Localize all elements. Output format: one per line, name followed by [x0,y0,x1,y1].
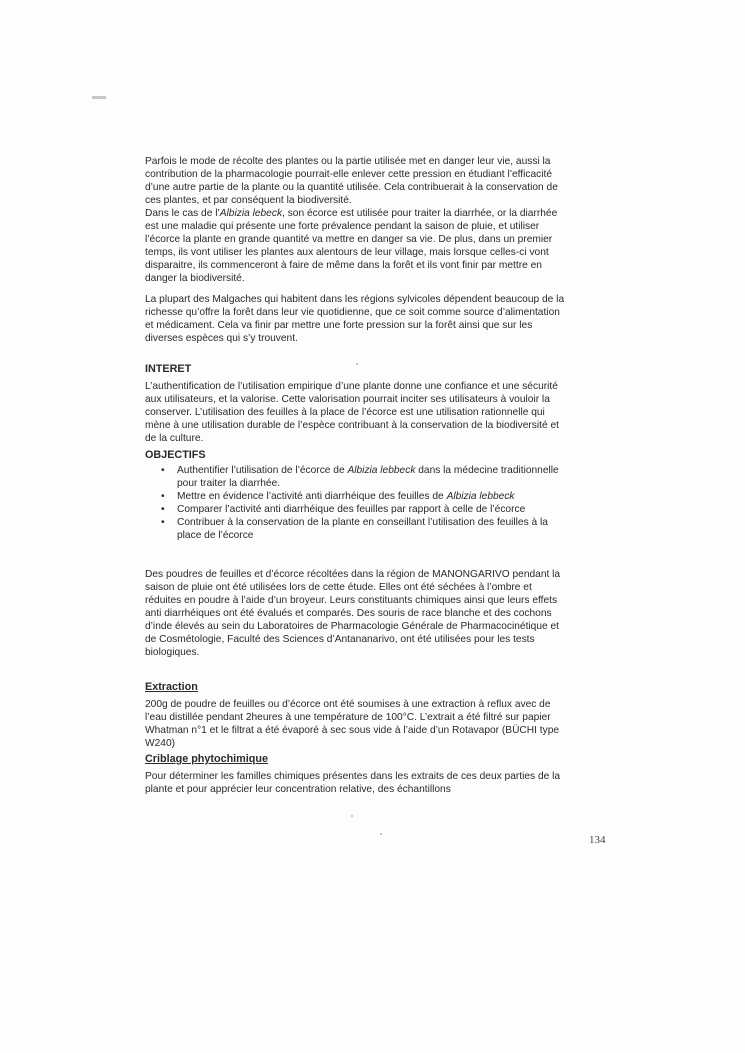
page-number: 134 [589,834,606,846]
methods-paragraph: Des poudres de feuilles et d’écorce récoltées dans la région de MANONGARIVO pendant la saison de pluie ont été utilisées lors de cette étude. Elles ont été séchées à l’ombre et réduites en poudre à l’aide d’un broyeur. Leurs constituants chimiques ainsi que leurs effets anti diarrhéiques ont été évalués et comparés. Des souris de race blanche et des cochons d’inde élevés au sein du Laboratoires de Pharmacologie Générale de Pharmacocinétique et de Cosmétologie, Faculté des Sciences d’Antananarivo, ont été utilisées pour les tests biologiques. [145,569,561,658]
objectif-text: Comparer l’activité anti diarrhéique des feuilles par rapport à celle de l’écorce [177,504,526,515]
intro-paragraph-1: Parfois le mode de récolte des plantes ou la partie utilisée met en danger leur vie, aussi la contribution de la pharmacologie pourrait-elle enlever cette pression en étudiant l’efficacité d’une autre partie de la plante ou la quantité utilisée. Cela contribuerait à la conservation de ces plantes, et par conséquent la biodiversité. [145,156,558,206]
scan-speck [351,815,353,817]
intro-paragraph-2 [145,207,565,285]
extraction-heading: Extraction [145,681,198,693]
document-body [145,155,565,796]
objectif-species: Albizia lebbeck [446,491,515,502]
interet-paragraph: L’authentification de l’utilisation empirique d’une plante donne une confiance et une sécurité aux utilisateurs, et la valorise. Cette valorisation pourrait inciter ses utilisateurs à vouloir la conserver. L’utilisation des feuilles à la place de l’écorce est une utilisation rationnelle qui mène à une utilisation durable de l’espèce contribuant à la conservation de la biodiversité et de la culture. [145,381,559,444]
objectif-text-end: dans la médecine traditionnelle pour traiter la diarrhée. [177,465,559,489]
spacer [145,542,565,568]
extraction-paragraph: 200g de poudre de feuilles ou d’écorce ont été soumises à une extraction à reflux avec de l’eau distillée pendant 2heures à une température de 100°C. L’extrait a été filtré sur papier Whatman n°1 et le filtrat a été évaporé à sec sous vide à l’aide d’un Rotavapor (BÜCHI type W240) [145,699,560,749]
scan-speck [380,833,382,835]
objectif-text: Contribuer à la conservation de la plante en conseillant l’utilisation des feuilles à la place de l’écorce [177,517,548,541]
objectifs-list [145,464,565,542]
objectif-text: Authentifier l’utilisation de l’écorce de [177,465,348,476]
objectifs-heading: OBJECTIFS [145,449,206,461]
objectif-item [177,464,565,490]
intro-paragraph-3: La plupart des Malgaches qui habitent dans les régions sylvicoles dépendent beaucoup de la richesse qu’offre la forêt dans leur vie quotidienne, que ce soit comme source d’alimentation et médicament. Cela va finir par mettre une forte pression sur la forêt ainsi que sur les diverses espèces qui s’y trouvent. [145,294,565,344]
objectif-text: Mettre en évidence l’activité anti diarrhéique des feuilles de [177,491,447,502]
criblage-paragraph: Pour déterminer les familles chimiques présentes dans les extraits de ces deux parties de la plante et pour apprécier leur concentration relative, des échantillons [145,771,561,795]
scan-speck [92,96,106,99]
objectif-item [177,503,565,516]
criblage-heading: Criblage phytochimique [145,753,268,765]
interet-heading: INTERET [145,363,192,375]
objectif-species: Albizia lebbeck [347,465,416,476]
objectif-item [177,490,565,503]
intro-paragraph-2-end: , son écorce est utilisée pour traiter la diarrhée, or la diarrhée est une maladie qui présente une forte prévalence pendant la saison de pluie, et utiliser l’écorce la plante en grande quantité va mettre en danger sa vie. De plus, dans un premier temps, ils vont utiliser les plantes aux alentours de leur village, mais lorsque celles-ci vont disparaitre, ils commenceront à faire de même dans la forêt et ils vont finir par mettre en danger la biodiversité. [145,208,558,284]
intro-paragraph-2-start: Dans le cas de l’ [145,208,220,219]
objectif-item [177,516,565,542]
species-name: Albizia lebeck [219,208,283,219]
